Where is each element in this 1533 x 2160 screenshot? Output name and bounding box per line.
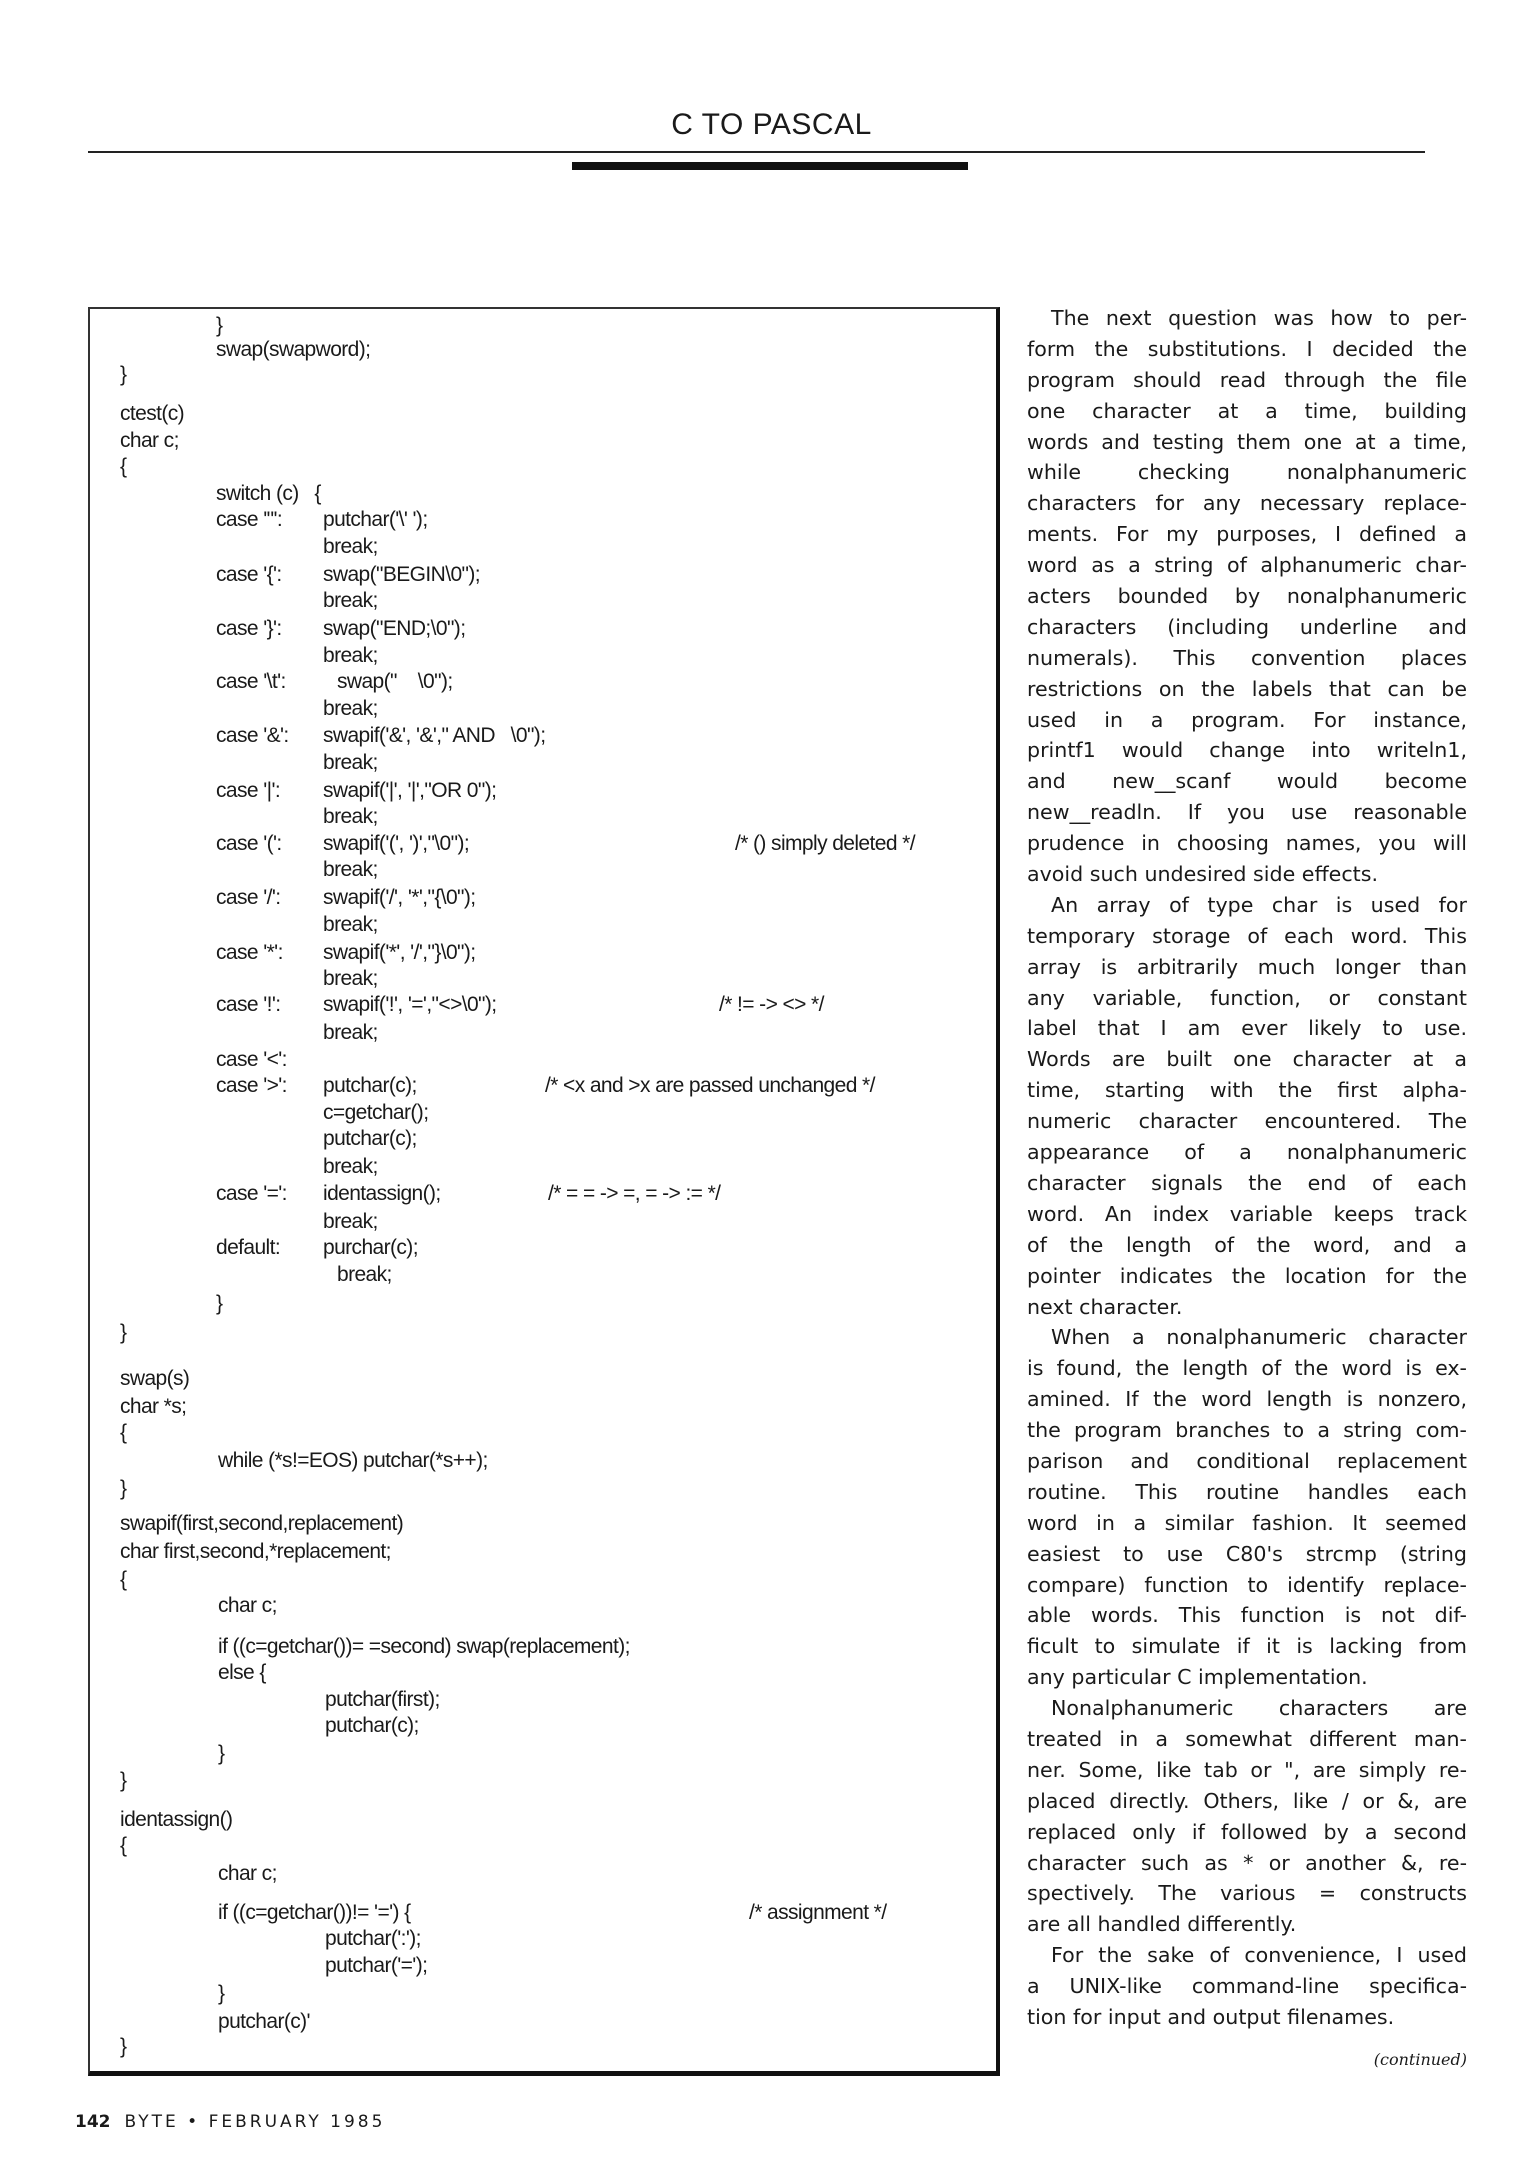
code-text: break;	[323, 1021, 378, 1044]
code-text: }	[216, 314, 223, 337]
code-text: }	[218, 1982, 225, 2005]
text-line: word. An index variable keeps track	[1027, 1201, 1467, 1226]
text-line: numeric character encountered. The	[1027, 1109, 1467, 1134]
code-text: default:	[216, 1236, 281, 1259]
text-line: word as a string of alphanumeric char-	[1027, 553, 1467, 578]
code-line	[0, 830, 990, 857]
text-line: acters bounded by nonalphanumeric	[1027, 584, 1467, 609]
header-rule	[88, 151, 1425, 153]
code-line	[0, 1046, 990, 1073]
code-text: if ((c=getchar())!= '=') {	[218, 1901, 411, 1924]
code-text: }	[120, 1477, 127, 1500]
text-line: treated in a somewhat different man-	[1027, 1726, 1467, 1751]
text-line: ner. Some, like tab or ", are simply re-	[1027, 1757, 1467, 1782]
code-line	[0, 506, 990, 533]
text-line: the program branches to a string com-	[1027, 1418, 1467, 1443]
text-line: array is arbitrarily much longer than	[1027, 954, 1467, 979]
code-text: break;	[323, 589, 378, 612]
code-text: char c;	[120, 429, 179, 452]
text-line: When a nonalphanumeric character	[1051, 1325, 1467, 1350]
code-text: }	[120, 363, 127, 386]
code-text: swap(s)	[120, 1367, 190, 1390]
code-text: case '*':	[216, 941, 283, 964]
code-text: break;	[323, 697, 378, 720]
code-line	[0, 749, 990, 776]
code-line	[0, 1419, 990, 1446]
text-line: An array of type char is used for	[1051, 892, 1467, 917]
code-text: case '!':	[216, 993, 281, 1016]
code-line	[0, 1234, 990, 1261]
code-line	[0, 1319, 990, 1346]
code-statement: identassign();	[323, 1182, 441, 1205]
code-text: putchar('=');	[325, 1954, 428, 1977]
code-statement: swap("END;\0");	[323, 617, 466, 640]
paragraph	[1027, 890, 1467, 1322]
paragraph	[1027, 1940, 1467, 2033]
code-line	[0, 1740, 990, 1767]
code-line	[0, 1686, 990, 1713]
code-statement: putchar(c);	[323, 1074, 417, 1097]
code-line	[0, 427, 990, 454]
code-text: {	[120, 1834, 127, 1857]
code-comment: /* = = -> =, = -> := */	[548, 1182, 721, 1205]
code-text: case '|':	[216, 779, 281, 802]
code-text: ctest(c)	[120, 402, 185, 425]
code-line	[0, 1290, 990, 1317]
text-line: appearance of a nonalphanumeric	[1027, 1140, 1467, 1165]
text-line: spectively. The various = constructs	[1027, 1881, 1467, 1906]
code-line	[0, 400, 990, 427]
text-line: words and testing them one at a time,	[1027, 429, 1467, 454]
text-line: and new__scanf would become	[1027, 769, 1467, 794]
code-line	[0, 1899, 990, 1926]
text-line: next character.	[1027, 1294, 1183, 1319]
text-line: compare) function to identify replace-	[1027, 1572, 1467, 1597]
code-statement: swapif('*', '/',"}\0");	[323, 941, 476, 964]
code-text: break;	[323, 913, 378, 936]
code-text: {	[120, 455, 127, 478]
page-number: 142	[75, 2112, 111, 2132]
code-comment: /* () simply deleted */	[735, 832, 915, 855]
code-text: case '/':	[216, 886, 281, 909]
code-text: break;	[337, 1263, 392, 1286]
text-line: numerals). This convention places	[1027, 645, 1467, 670]
code-text: putchar(c)'	[218, 2010, 310, 2033]
code-text: c=getchar();	[323, 1101, 429, 1124]
text-line: able words. This function is not dif-	[1027, 1603, 1467, 1628]
publication-info: BYTE • FEBRUARY 1985	[124, 2112, 386, 2132]
text-line: routine. This routine handles each	[1027, 1479, 1467, 1504]
code-text: case '"':	[216, 508, 283, 531]
text-line: Nonalphanumeric characters are	[1051, 1696, 1467, 1721]
code-statement: swapif('&', '&'," AND \0");	[323, 724, 546, 747]
code-statement: purchar(c);	[323, 1236, 418, 1259]
code-line	[0, 1072, 990, 1099]
page-header-title: C TO PASCAL	[671, 108, 872, 141]
code-line	[0, 453, 990, 480]
code-text: break;	[323, 535, 378, 558]
code-text: break;	[323, 858, 378, 881]
text-line: amined. If the word length is nonzero,	[1027, 1387, 1467, 1412]
code-statement: swap(" \0");	[337, 670, 453, 693]
code-text: case '&':	[216, 724, 289, 747]
text-line: printf1 would change into writeln1,	[1027, 738, 1467, 763]
code-comment: /* <x and >x are passed unchanged */	[545, 1074, 875, 1097]
code-text: case '\t':	[216, 670, 286, 693]
text-line: is found, the length of the word is ex-	[1027, 1356, 1467, 1381]
code-line	[0, 480, 990, 507]
text-line: word in a similar fashion. It seemed	[1027, 1510, 1467, 1535]
text-line: label that I am ever likely to use.	[1027, 1016, 1467, 1041]
text-line: temporary storage of each word. This	[1027, 923, 1467, 948]
code-statement: swapif('(', ')',"\0");	[323, 832, 470, 855]
code-line	[0, 1659, 990, 1686]
code-text: case '=':	[216, 1182, 287, 1205]
text-line: time, starting with the first alpha-	[1027, 1078, 1467, 1103]
code-line	[0, 884, 990, 911]
text-line: character signals the end of each	[1027, 1170, 1467, 1195]
header-bar	[572, 162, 968, 170]
code-text: putchar(':');	[325, 1927, 421, 1950]
article-column	[1027, 303, 1467, 2033]
code-line	[0, 1952, 990, 1979]
paragraph	[1027, 1322, 1467, 1693]
code-comment: /* != -> <> */	[719, 993, 824, 1016]
code-line	[0, 1099, 990, 1126]
code-text: char *s;	[120, 1395, 187, 1418]
code-statement: putchar('\' ');	[323, 508, 428, 531]
code-text: putchar(c);	[325, 1714, 419, 1737]
text-line: any particular C implementation.	[1027, 1665, 1368, 1690]
code-text: }	[120, 1769, 127, 1792]
code-line	[0, 1538, 990, 1565]
code-line	[0, 965, 990, 992]
code-text: break;	[323, 1155, 378, 1178]
text-line: easiest to use C80's strcmp (string	[1027, 1541, 1467, 1566]
code-line	[0, 1125, 990, 1152]
code-line	[0, 1475, 990, 1502]
code-text: case '(':	[216, 832, 282, 855]
code-text: char first,second,*replacement;	[120, 1540, 391, 1563]
code-line	[0, 1592, 990, 1619]
text-line: characters (including underline and	[1027, 614, 1467, 639]
text-line: of the length of the word, and a	[1027, 1232, 1467, 1257]
code-line	[0, 1806, 990, 1833]
code-text: while (*s!=EOS) putchar(*s++);	[218, 1449, 488, 1472]
code-text: switch (c) {	[216, 482, 321, 505]
code-statement: swap("BEGIN\0");	[323, 563, 481, 586]
code-line	[0, 668, 990, 695]
code-line	[0, 1393, 990, 1420]
code-line	[0, 533, 990, 560]
paragraph	[1027, 303, 1467, 890]
code-text: char c;	[218, 1862, 277, 1885]
code-text: if ((c=getchar())= =second) swap(replacement);	[218, 1635, 630, 1658]
text-line: characters for any necessary replace-	[1027, 491, 1467, 516]
code-text: identassign()	[120, 1808, 233, 1831]
code-line	[0, 1566, 990, 1593]
code-statement: swapif('|', '|',"OR 0");	[323, 779, 497, 802]
text-line: For the sake of convenience, I used	[1051, 1943, 1467, 1968]
code-line	[0, 722, 990, 749]
code-text: }	[120, 1321, 127, 1344]
text-line: form the substitutions. I decided the	[1027, 336, 1467, 361]
code-statement: swapif('!', '=',"<>\0");	[323, 993, 497, 1016]
code-line	[0, 1633, 990, 1660]
code-text: break;	[323, 644, 378, 667]
code-text: }	[216, 1292, 223, 1315]
code-line	[0, 1180, 990, 1207]
code-line	[0, 561, 990, 588]
code-text: {	[120, 1421, 127, 1444]
text-line: ments. For my purposes, I defined a	[1027, 522, 1467, 547]
code-line	[0, 1860, 990, 1887]
code-line	[0, 991, 990, 1018]
text-line: The next question was how to per-	[1051, 306, 1467, 330]
code-text: swapif(first,second,replacement)	[120, 1512, 404, 1535]
code-line	[0, 1980, 990, 2007]
code-text: }	[218, 1742, 225, 1765]
code-text: case '<':	[216, 1048, 287, 1071]
code-line	[0, 856, 990, 883]
code-text: break;	[323, 805, 378, 828]
code-text: case '}':	[216, 617, 282, 640]
code-line	[0, 1767, 990, 1794]
code-line	[0, 777, 990, 804]
code-line	[0, 1365, 990, 1392]
code-comment: /* assignment */	[749, 1901, 887, 1924]
code-line	[0, 2008, 990, 2035]
code-line	[0, 1019, 990, 1046]
text-line: prudence in choosing names, you will	[1027, 831, 1467, 856]
code-line	[0, 642, 990, 669]
code-text: break;	[323, 1210, 378, 1233]
code-line	[0, 1712, 990, 1739]
code-text: putchar(first);	[325, 1688, 440, 1711]
code-line	[0, 803, 990, 830]
code-text: }	[120, 2035, 127, 2058]
code-statement: swapif('/', '*',"{\0");	[323, 886, 476, 909]
text-line: a UNIX-like command-line specifica-	[1027, 1974, 1467, 1999]
code-line	[0, 336, 990, 363]
text-line: new__readln. If you use reasonable	[1027, 800, 1467, 825]
code-text: char c;	[218, 1594, 277, 1617]
code-text: {	[120, 1568, 127, 1591]
code-line	[0, 2033, 990, 2060]
code-line	[0, 1208, 990, 1235]
text-line: restrictions on the labels that can be	[1027, 676, 1467, 701]
code-text: case '>':	[216, 1074, 287, 1097]
code-text: break;	[323, 967, 378, 990]
text-line: parison and conditional replacement	[1027, 1448, 1467, 1473]
text-line: while checking nonalphanumeric	[1027, 460, 1467, 485]
code-line	[0, 312, 990, 339]
code-line	[0, 1261, 990, 1288]
text-line: ficult to simulate if it is lacking from	[1027, 1634, 1467, 1659]
code-text: case '{':	[216, 563, 282, 586]
text-line: replaced only if followed by a second	[1027, 1819, 1467, 1844]
text-line: used in a program. For instance,	[1027, 707, 1467, 732]
code-text: break;	[323, 751, 378, 774]
paragraph	[1027, 1693, 1467, 1940]
code-line	[0, 911, 990, 938]
code-text: putchar(c);	[323, 1127, 417, 1150]
code-line	[0, 1510, 990, 1537]
text-line: Words are built one character at a	[1027, 1047, 1467, 1072]
code-line	[0, 615, 990, 642]
code-line	[0, 361, 990, 388]
code-line	[0, 1925, 990, 1952]
code-line	[0, 939, 990, 966]
code-text: else {	[218, 1661, 266, 1684]
continued-note: (continued)	[1373, 2050, 1467, 2069]
code-line	[0, 1447, 990, 1474]
text-line: one character at a time, building	[1027, 398, 1467, 423]
page-footer	[75, 2112, 385, 2132]
text-line: any variable, function, or constant	[1027, 985, 1467, 1010]
text-line: character such as * or another &, re-	[1027, 1850, 1467, 1875]
text-line: tion for input and output filenames.	[1027, 2004, 1395, 2029]
code-line	[0, 1832, 990, 1859]
text-line: program should read through the file	[1027, 367, 1467, 392]
code-line	[0, 695, 990, 722]
text-line: placed directly. Others, like / or &, are	[1027, 1788, 1467, 1813]
code-text: swap(swapword);	[216, 338, 371, 361]
code-line	[0, 587, 990, 614]
code-line	[0, 1153, 990, 1180]
text-line: avoid such undesired side effects.	[1027, 862, 1378, 887]
text-line: are all handled differently.	[1027, 1912, 1297, 1937]
text-line: pointer indicates the location for the	[1027, 1263, 1467, 1288]
